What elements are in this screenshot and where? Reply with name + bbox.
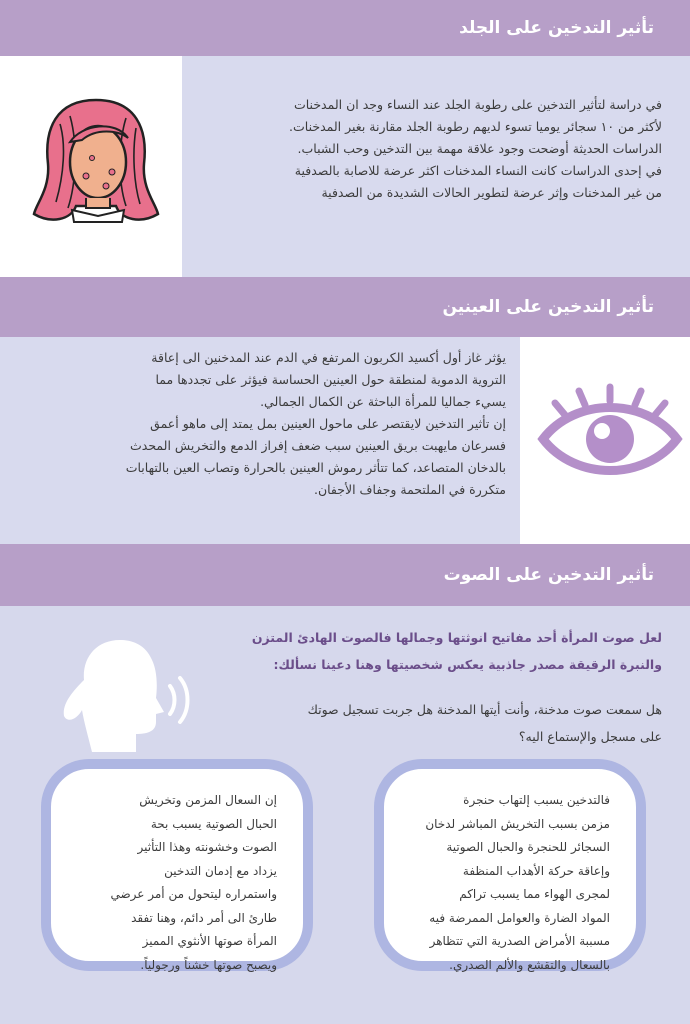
card-line: مزمن بسبب التخريش المباشر لدخان [425, 816, 610, 831]
card-line: المرأة صوتها الأنثوي المميز [142, 934, 277, 948]
eyes-line: متكررة في الملتحمة وجفاف الأجفان. [313, 482, 506, 497]
voice-question [162, 696, 662, 750]
card-line: بالسعال والتقشع والألم الصدري. [449, 957, 610, 972]
voice-card-left [41, 759, 313, 971]
skin-line: من غير المدخنات وإثر عرضة لتطوير الحالات الشديدة من الصدفية [321, 185, 662, 200]
card-line: الصوت وخشونته وهذا التأثير [137, 840, 277, 854]
eyes-line: فسرعان مايهبت بريق العينين سبب ضعف إفراز الدمع والتخريش المحدث [130, 438, 506, 453]
card-line: الحبال الصوتية يسبب بحة [150, 816, 277, 831]
voice-card-left-text [69, 789, 277, 977]
card-line: لمجرى الهواء مما يسبب تراكم [459, 887, 610, 901]
card-line: وإعاقة حركة الأهداب المنظفة [462, 863, 610, 878]
eyes-line: بالدخان المتصاعد، كما تتأثر رموش العينين بالحرارة وتصاب العين بالتهابات [125, 460, 506, 475]
skin-section [0, 56, 690, 277]
voice-question-line: على مسجل والإستماع اليه؟ [518, 729, 662, 744]
card-line: يزداد مع إدمان التدخين [164, 863, 277, 878]
eyes-paragraph [20, 347, 520, 501]
skin-line: في دراسة لتأثير التدخين على رطوبة الجلد عند النساء وجد ان المدخنات [293, 97, 662, 112]
card-line: إن السعال المزمن وتخريش [139, 793, 277, 807]
eyes-title: تأثير التدخين على العينين [442, 297, 654, 317]
eyes-line: يسيء جماليا للمرأة الباحثة عن الكمال الجمالي. [260, 394, 506, 409]
eyes-text-box [0, 337, 520, 544]
skin-line: الدراسات الحديثة أوضحت وجود علاقة مهمة بين التدخين وحب الشباب. [297, 141, 662, 156]
voice-card-right-text [402, 789, 610, 977]
card-line: واستمراره ليتحول من أمر عرضي [110, 887, 277, 901]
eyes-section [0, 337, 690, 544]
card-line: السجائر للحنجرة والحبال الصوتية [446, 840, 610, 854]
voice-section [0, 606, 690, 1024]
voice-card-right [374, 759, 646, 971]
skin-paragraph [192, 94, 662, 204]
skin-line: في إحدى الدراسات كانت النساء المدخنات اكثر عرضة للاصابة بالصدفية [294, 163, 662, 178]
voice-intro-line: لعل صوت المرأة أحد مفاتيح انوثتها وجمالها فالصوت الهادئ المتزن [251, 630, 662, 645]
voice-question-line: هل سمعت صوت مدخنة، وأنت أيتها المدخنة هل جربت تسجيل صوتك [307, 702, 662, 717]
card-line: مسببة الأمراض الصدرية التي تتظاهر [429, 934, 610, 948]
section-header-voice [0, 544, 690, 606]
section-header-eyes [0, 277, 690, 337]
eyes-line: إن تأثير التدخين لايقتصر على ماحول العينين بمل يمتد إلى ماهو أعمق [150, 416, 506, 431]
eyes-line: التروية الدموية لمنطقة حول العينين الحساسة فيؤثر على تجددها مما [155, 372, 506, 387]
card-line: المواد الضارة والعوامل الممرضة فيه [429, 910, 610, 925]
card-line: ويصبح صوتها خشناً ورجولياً. [140, 957, 277, 972]
card-line: فالتدخين يسبب إلتهاب حنجرة [463, 793, 610, 807]
voice-intro-line: والنبرة الرقيقة مصدر جاذبية يعكس شخصيتها وهنا دعينا نسألك: [273, 657, 662, 672]
voice-intro [162, 624, 662, 678]
eye-icon [535, 377, 685, 497]
woman-face-acne-icon [26, 94, 166, 224]
skin-image-box [0, 56, 182, 277]
skin-title: تأثير التدخين على الجلد [459, 18, 654, 38]
card-line: طارئ الى أمر دائم، وهنا تفقد [131, 910, 277, 925]
eyes-line: يؤثر غاز أول أكسيد الكربون المرتفع في الدم عند المدخنين الى إعاقة [151, 350, 506, 365]
section-header-skin [0, 0, 690, 56]
voice-title: تأثير التدخين على الصوت [443, 565, 654, 585]
skin-line: لأكثر من ١٠ سجائر يوميا تسوء لديهم رطوبة الجلد مقارنة بغير المدخنات. [289, 119, 662, 134]
